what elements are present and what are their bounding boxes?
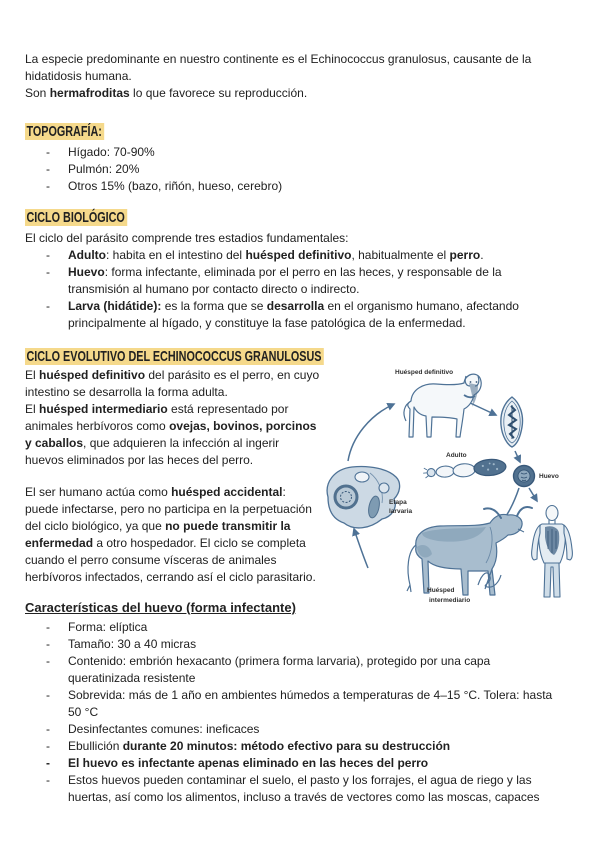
- list-item: - El huevo es infectante apenas eliminado en las heces del perro: [25, 755, 560, 772]
- ciclo-biologico-section: [25, 208, 560, 332]
- diagram-label-adulto: Adulto: [446, 452, 467, 459]
- intro-paragraph: La especie predominante en nuestro continente es el Echinococcus granulosus, causante de la hidatidosis humana.: [25, 52, 532, 83]
- diagram-label-huesped-definitivo: Huésped definitivo: [395, 369, 454, 376]
- arrow-liver-to-dog: [348, 404, 394, 461]
- arrow-egg-to-human: [529, 488, 537, 501]
- intro-paragraph-2: Son hermafroditas lo que favorece su reproducción.: [25, 86, 308, 100]
- list-item: - Forma: elíptica: [25, 619, 560, 636]
- topografia-heading: TOPOGRAFÍA:: [25, 122, 560, 140]
- diagram-label-huesped-intermediario-1: Huésped: [427, 587, 455, 594]
- intro-section: [25, 51, 560, 102]
- list-item: - Otros 15% (bazo, riñón, hueso, cerebro): [25, 178, 560, 195]
- life-cycle-diagram: [318, 357, 590, 607]
- ciclo-evolutivo-paragraph-3: El ser humano actúa como huésped accidental: puede infectarse, pero no participa en la perpetuación del ciclo biológico, ya que no puede transmitir la enfermedad a otro hospedador. El ciclo se completa cuando el perro consume vísceras de animales herbívoros infectados, cerrando así el ciclo parasitario.: [25, 485, 316, 584]
- adult-worm-illustration: [423, 458, 507, 480]
- ciclo-evolutivo-paragraph-1: El huésped definitivo del parásito es el perro, en cuyo intestino se desarrolla la forma adulta.: [25, 368, 320, 399]
- ciclo-biologico-list: [25, 247, 560, 332]
- arrow-dog-to-adult: [468, 402, 496, 415]
- ciclo-evolutivo-heading: CICLO EVOLUTIVO DEL ECHINOCOCCUS GRANULOSUS: [25, 347, 575, 365]
- topografia-section: [25, 122, 560, 195]
- list-item: - Desinfectantes comunes: ineficaces: [25, 721, 560, 738]
- list-item: - Contenido: embrión hexacanto (primera forma larvaria), protegido por una capa queratinizada resistente: [25, 653, 560, 687]
- arrow-cow-to-liver: [354, 529, 368, 568]
- list-item: - Pulmón: 20%: [25, 161, 560, 178]
- diagram-label-huevo: Huevo: [539, 473, 559, 480]
- liver-illustration: [327, 466, 399, 527]
- list-item: - Estos huevos pueden contaminar el suelo, el pasto y los forrajes, el agua de riego y las huertas, así como los alimentos, incluso a través de vectores como las moscas, capaces: [25, 772, 560, 806]
- ciclo-biologico-lead: El ciclo del parásito comprende tres estadios fundamentales:: [25, 231, 349, 245]
- adult-worm-vertical-illustration: [501, 397, 523, 447]
- diagram-label-etapa-larvaria-2: larvaria: [389, 508, 413, 515]
- cow-illustration: [407, 507, 532, 595]
- caracteristicas-heading: Características del huevo (forma infectante): [25, 600, 296, 615]
- list-item: - Ebullición durante 20 minutos: método efectivo para su destrucción: [25, 738, 560, 755]
- ciclo-biologico-heading: CICLO BIOLÓGICO: [25, 208, 560, 226]
- caracteristicas-section: [25, 600, 560, 806]
- list-item: - Larva (hidátide): es la forma que se desarrolla en el organismo humano, afectando principalmente al hígado, y constituye la fase patológica de la enfermedad.: [25, 298, 560, 332]
- ciclo-evolutivo-paragraph-2: El huésped intermediario está representado por animales herbívoros como ovejas, bovinos, porcinos y caballos, que adquieren la infección al ingerir huevos eliminados por las heces del perro.: [25, 402, 317, 467]
- caracteristicas-list: [25, 619, 560, 806]
- list-item: - Tamaño: 30 a 40 micras: [25, 636, 560, 653]
- list-item: - Sobrevida: más de 1 año en ambientes húmedos a temperaturas de 4–15 °C. Tolera: hasta 50 °C: [25, 687, 560, 721]
- arrow-adult-to-egg: [515, 451, 520, 462]
- diagram-label-huesped-intermediario-2: intermediario: [429, 597, 471, 604]
- topografia-list: [25, 144, 560, 195]
- diagram-label-etapa-larvaria-1: Etapa: [389, 499, 407, 506]
- egg-illustration: [514, 466, 535, 487]
- list-item: - Hígado: 70-90%: [25, 144, 560, 161]
- human-illustration: [532, 506, 573, 598]
- list-item: - Adulto: habita en el intestino del huésped definitivo, habitualmente el perro.: [25, 247, 560, 264]
- dog-illustration: [404, 374, 481, 437]
- list-item: - Huevo: forma infectante, eliminada por el perro en las heces, y responsable de la transmisión al humano por contacto directo o indirecto.: [25, 264, 560, 298]
